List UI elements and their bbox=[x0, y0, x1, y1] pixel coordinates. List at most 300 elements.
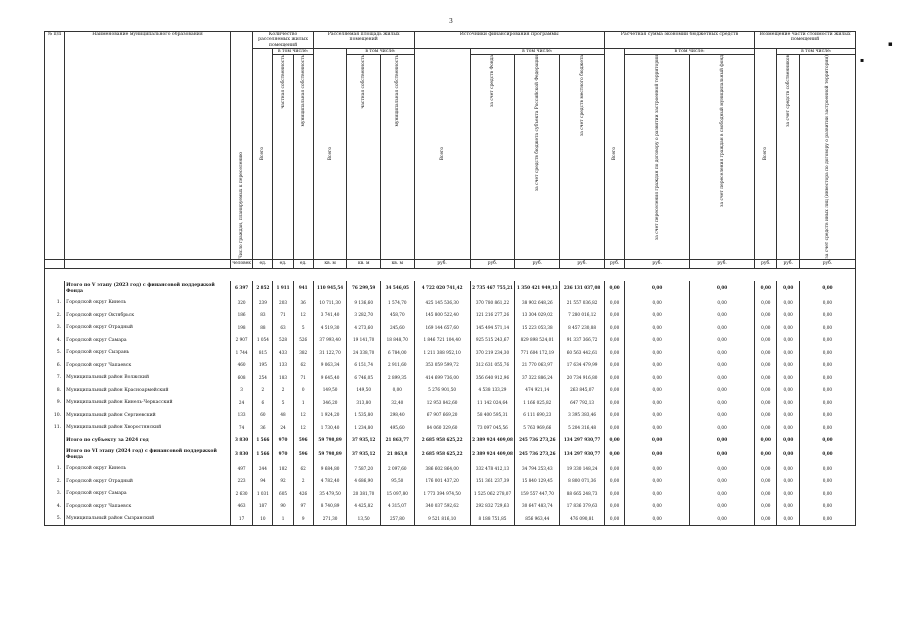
col-header-private: частная собственность bbox=[280, 55, 286, 109]
col-header-count-group: Количество расселяемых жилых помещений bbox=[253, 32, 313, 49]
value-cell: 58 400 595,31 bbox=[470, 409, 515, 422]
units-row bbox=[45, 259, 856, 268]
value-cell: 0,00 bbox=[625, 409, 690, 422]
value-cell: 0,00 bbox=[625, 372, 690, 385]
value-cell: 4 519,30 bbox=[313, 322, 347, 335]
value-cell: 0,00 bbox=[690, 488, 755, 501]
value-cell: 151 361 237,39 bbox=[470, 475, 515, 488]
value-cell: 0,00 bbox=[625, 475, 690, 488]
value-cell: 0,00 bbox=[755, 297, 777, 310]
value-cell: 15 223 053,38 bbox=[515, 322, 560, 335]
value-cell: 8 740,89 bbox=[313, 500, 347, 513]
value-cell: 460 bbox=[230, 359, 252, 372]
value-cell: 312 631 055,76 bbox=[470, 359, 515, 372]
value-cell: 2 bbox=[253, 384, 273, 397]
value-cell: 34 546,05 bbox=[380, 281, 414, 297]
value-cell: 3 830 bbox=[230, 447, 252, 463]
unit-cell: кв. м bbox=[313, 259, 347, 268]
row-name-cell: Муниципальный район Волжский bbox=[65, 372, 231, 385]
value-cell: 6 bbox=[253, 397, 273, 410]
row-name-cell: Городской округ Октябрьск bbox=[65, 309, 231, 322]
value-cell: 60 bbox=[253, 409, 273, 422]
value-cell: 245,60 bbox=[380, 322, 414, 335]
value-cell: 3 bbox=[230, 384, 252, 397]
value-cell: 0,00 bbox=[605, 322, 625, 335]
value-cell: 0,00 bbox=[690, 463, 755, 476]
value-cell: 145 494 571,14 bbox=[470, 322, 515, 335]
value-cell: 0,00 bbox=[799, 281, 855, 297]
table-row bbox=[45, 322, 856, 335]
value-cell: 134 297 930,77 bbox=[560, 434, 605, 447]
value-cell: 239 bbox=[253, 297, 273, 310]
value-cell: 0,00 bbox=[690, 281, 755, 297]
value-cell: 856 963,44 bbox=[515, 513, 560, 526]
value-cell: 605 bbox=[273, 488, 293, 501]
value-cell: 17 634 479,99 bbox=[560, 359, 605, 372]
value-cell: 0,00 bbox=[755, 334, 777, 347]
value-cell: 0,00 bbox=[690, 513, 755, 526]
value-cell: 0,00 bbox=[755, 488, 777, 501]
value-cell: 12 bbox=[293, 422, 313, 435]
value-cell: 1 773 394 974,50 bbox=[414, 488, 470, 501]
value-cell: 596 bbox=[293, 447, 313, 463]
value-cell: 0,00 bbox=[777, 409, 799, 422]
value-cell: 353 059 599,72 bbox=[414, 359, 470, 372]
value-cell: 0,00 bbox=[799, 397, 855, 410]
value-cell: 298,40 bbox=[380, 409, 414, 422]
value-cell: 0,00 bbox=[605, 488, 625, 501]
value-cell: 1 574,70 bbox=[380, 297, 414, 310]
value-cell: 0,00 bbox=[799, 500, 855, 513]
unit-cell bbox=[45, 259, 65, 268]
value-cell: 0,00 bbox=[755, 384, 777, 397]
value-cell: 370 780 861,22 bbox=[470, 297, 515, 310]
value-cell: 0,00 bbox=[799, 384, 855, 397]
unit-cell: человек bbox=[230, 259, 252, 268]
row-name-cell: Городской округ Чапаевск bbox=[65, 359, 231, 372]
value-cell: 0,00 bbox=[777, 475, 799, 488]
value-cell: 0,00 bbox=[625, 447, 690, 463]
value-cell: 2 685 958 625,22 bbox=[414, 447, 470, 463]
value-cell: 187 bbox=[253, 500, 273, 513]
value-cell: 2 bbox=[273, 384, 293, 397]
value-cell: 91 337 366,72 bbox=[560, 334, 605, 347]
table-row bbox=[45, 297, 856, 310]
table-row bbox=[45, 488, 856, 501]
unit-cell: руб. bbox=[777, 259, 799, 268]
value-cell: 414 699 736,00 bbox=[414, 372, 470, 385]
value-cell: 5 bbox=[293, 322, 313, 335]
table-row bbox=[45, 422, 856, 435]
value-cell: 0,00 bbox=[690, 334, 755, 347]
value-cell: 0,00 bbox=[799, 334, 855, 347]
value-cell: 2 899,35 bbox=[380, 372, 414, 385]
value-cell: 17 836 379,63 bbox=[560, 500, 605, 513]
row-index-cell: 2. bbox=[45, 475, 65, 488]
value-cell: 15 840 129,45 bbox=[515, 475, 560, 488]
table-row bbox=[45, 384, 856, 397]
row-name-cell: Муниципальный район Сергиевский bbox=[65, 409, 231, 422]
value-cell: 0,00 bbox=[755, 463, 777, 476]
value-cell: 19 141,70 bbox=[347, 334, 381, 347]
unit-cell: руб. bbox=[515, 259, 560, 268]
value-cell: 88 665 248,73 bbox=[560, 488, 605, 501]
value-cell: 4 315,07 bbox=[380, 500, 414, 513]
value-cell: 829 898 524,01 bbox=[515, 334, 560, 347]
value-cell: 1 911 bbox=[273, 281, 293, 297]
value-cell: 0,00 bbox=[777, 347, 799, 360]
value-cell: 0,00 bbox=[625, 384, 690, 397]
value-cell: 245 736 273,26 bbox=[515, 447, 560, 463]
value-cell: 1 054 bbox=[253, 334, 273, 347]
program-table bbox=[44, 31, 856, 526]
value-cell: 149,50 bbox=[313, 384, 347, 397]
value-cell: 186 bbox=[230, 309, 252, 322]
value-cell: 0,00 bbox=[690, 384, 755, 397]
value-cell: 59 798,89 bbox=[313, 447, 347, 463]
row-index-cell: 8. bbox=[45, 384, 65, 397]
value-cell: 0,00 bbox=[605, 463, 625, 476]
table-row bbox=[45, 409, 856, 422]
value-cell: 21 770 063,97 bbox=[515, 359, 560, 372]
table-row bbox=[45, 447, 856, 463]
value-cell: 925 515 243,67 bbox=[470, 334, 515, 347]
value-cell: 169 144 657,60 bbox=[414, 322, 470, 335]
value-cell: 0,00 bbox=[777, 463, 799, 476]
value-cell: 3 395 383,46 bbox=[560, 409, 605, 422]
value-cell: 2 bbox=[293, 475, 313, 488]
value-cell: 8 457 230,88 bbox=[560, 322, 605, 335]
value-cell: 20 734 916,80 bbox=[560, 372, 605, 385]
col-header-area-total: Всего bbox=[327, 147, 333, 161]
value-cell: 0,00 bbox=[755, 359, 777, 372]
value-cell: 133 bbox=[230, 409, 252, 422]
value-cell: 9 684,80 bbox=[313, 463, 347, 476]
value-cell: 2 907 bbox=[230, 334, 252, 347]
value-cell: 476 090,81 bbox=[560, 513, 605, 526]
value-cell: 1 211 388 952,10 bbox=[414, 347, 470, 360]
value-cell: 0,00 bbox=[799, 434, 855, 447]
col-header-index: № п/п bbox=[45, 32, 65, 260]
value-cell: 2 685 958 625,22 bbox=[414, 434, 470, 447]
value-cell: 6 746,05 bbox=[347, 372, 381, 385]
row-index-cell bbox=[45, 447, 65, 463]
value-cell: 4 686,90 bbox=[347, 475, 381, 488]
value-cell: 73 097 045,56 bbox=[470, 422, 515, 435]
value-cell: 7 587,20 bbox=[347, 463, 381, 476]
value-cell: 12 953 842,60 bbox=[414, 397, 470, 410]
value-cell: 0,00 bbox=[605, 447, 625, 463]
value-cell: 346,20 bbox=[313, 397, 347, 410]
value-cell: 9 521 816,10 bbox=[414, 513, 470, 526]
value-cell: 0,00 bbox=[690, 372, 755, 385]
value-cell: 0,00 bbox=[690, 409, 755, 422]
value-cell: 71 bbox=[273, 309, 293, 322]
value-cell: 1 846 721 104,40 bbox=[414, 334, 470, 347]
value-cell: 133 bbox=[273, 359, 293, 372]
table-row bbox=[45, 372, 856, 385]
table-row bbox=[45, 513, 856, 526]
value-cell: 0,00 bbox=[690, 434, 755, 447]
value-cell: 2 735 467 755,21 bbox=[470, 281, 515, 297]
value-cell: 24 bbox=[230, 397, 252, 410]
value-cell: 1 bbox=[293, 397, 313, 410]
row-name-cell: Городской округ Кинель bbox=[65, 463, 231, 476]
unit-cell: руб. bbox=[625, 259, 690, 268]
value-cell: 0,00 bbox=[777, 422, 799, 435]
row-name-cell: Городской округ Отрадный bbox=[65, 475, 231, 488]
value-cell: 0,00 bbox=[625, 309, 690, 322]
value-cell: 386 602 864,00 bbox=[414, 463, 470, 476]
value-cell: 370 219 234,30 bbox=[470, 347, 515, 360]
value-cell: 0,00 bbox=[625, 359, 690, 372]
margin-mark: ▪ bbox=[888, 40, 893, 48]
value-cell: 1 166 025,82 bbox=[515, 397, 560, 410]
unit-cell: руб. bbox=[605, 259, 625, 268]
row-name-cell: Городской округ Сызрань bbox=[65, 347, 231, 360]
value-cell: 2 389 924 409,08 bbox=[470, 447, 515, 463]
value-cell: 198 bbox=[230, 322, 252, 335]
col-header-compensation-group: Возмещение части стоимости жилых помещений bbox=[755, 32, 856, 49]
value-cell: 88 bbox=[253, 322, 273, 335]
value-cell: 18 848,70 bbox=[380, 334, 414, 347]
value-cell: 182 bbox=[273, 463, 293, 476]
value-cell: 203 bbox=[273, 297, 293, 310]
value-cell: 970 bbox=[273, 434, 293, 447]
value-cell: 0,00 bbox=[605, 397, 625, 410]
value-cell: 433 bbox=[273, 347, 293, 360]
value-cell: 0,00 bbox=[777, 488, 799, 501]
value-cell: 0,00 bbox=[625, 281, 690, 297]
value-cell: 1 031 bbox=[253, 488, 273, 501]
value-cell: 0,00 bbox=[777, 372, 799, 385]
value-cell: 34 794 253,43 bbox=[515, 463, 560, 476]
value-cell: 2 389 924 409,08 bbox=[470, 434, 515, 447]
col-header-name: Наименование муниципального образования bbox=[65, 32, 231, 260]
col-header-incl: в том числе: bbox=[347, 48, 414, 54]
row-name-cell: Муниципальный район Хворостянский bbox=[65, 422, 231, 435]
table-row bbox=[45, 347, 856, 360]
value-cell: 245 736 273,26 bbox=[515, 434, 560, 447]
value-cell: 195 bbox=[253, 359, 273, 372]
table-row bbox=[45, 359, 856, 372]
table-row bbox=[45, 334, 856, 347]
value-cell: 1 535,80 bbox=[347, 409, 381, 422]
value-cell: 0,00 bbox=[777, 513, 799, 526]
value-cell: 15 097,80 bbox=[380, 488, 414, 501]
row-index-cell: 3. bbox=[45, 488, 65, 501]
value-cell: 0,00 bbox=[777, 297, 799, 310]
value-cell: 13 304 029,02 bbox=[515, 309, 560, 322]
value-cell: 0,00 bbox=[605, 434, 625, 447]
col-header-regional: за счет средств бюджета субъекта Российской Федерации bbox=[534, 55, 540, 192]
value-cell: 0,00 bbox=[605, 309, 625, 322]
row-name-cell: Итого по V этапу (2023 год) с финансовой поддержкой Фонда bbox=[65, 281, 231, 297]
value-cell: 21 863,8 bbox=[380, 447, 414, 463]
value-cell: 271,30 bbox=[313, 513, 347, 526]
value-cell: 6 151,74 bbox=[347, 359, 381, 372]
row-index-cell bbox=[45, 434, 65, 447]
col-header-comp-a: за счет средств собственников bbox=[785, 55, 791, 127]
value-cell: 463 bbox=[230, 500, 252, 513]
row-name-cell: Городской округ Кинель bbox=[65, 297, 231, 310]
col-header-src-total: Всего bbox=[439, 147, 445, 161]
value-cell: 596 bbox=[293, 434, 313, 447]
value-cell: 94 bbox=[253, 475, 273, 488]
value-cell: 36 bbox=[293, 297, 313, 310]
unit-cell: руб. bbox=[560, 259, 605, 268]
value-cell: 608 bbox=[230, 372, 252, 385]
value-cell: 0,00 bbox=[755, 397, 777, 410]
row-index-cell: 1. bbox=[45, 463, 65, 476]
value-cell: 5 204 316,48 bbox=[560, 422, 605, 435]
col-header-count-total: Всего bbox=[260, 147, 266, 161]
value-cell: 0,00 bbox=[605, 422, 625, 435]
value-cell: 0,00 bbox=[625, 500, 690, 513]
value-cell: 90 bbox=[273, 500, 293, 513]
unit-cell: руб. bbox=[414, 259, 470, 268]
value-cell: 97 bbox=[293, 500, 313, 513]
value-cell: 176 001 437,20 bbox=[414, 475, 470, 488]
value-cell: 76 299,59 bbox=[347, 281, 381, 297]
value-cell: 5 276 901,50 bbox=[414, 384, 470, 397]
value-cell: 528 bbox=[273, 334, 293, 347]
value-cell: 17 bbox=[230, 513, 252, 526]
row-name-cell: Муниципальный район Красноармейский bbox=[65, 384, 231, 397]
unit-cell: кв. м bbox=[380, 259, 414, 268]
value-cell: 1 350 421 949,13 bbox=[515, 281, 560, 297]
value-cell: 2 630 bbox=[230, 488, 252, 501]
table-body bbox=[45, 281, 856, 526]
value-cell: 0,00 bbox=[777, 397, 799, 410]
value-cell: 0,00 bbox=[605, 409, 625, 422]
value-cell: 0,00 bbox=[799, 488, 855, 501]
row-name-cell: Итого по VI этапу (2024 год) с финансовой поддержкой Фонда bbox=[65, 447, 231, 463]
value-cell: 4 273,60 bbox=[347, 322, 381, 335]
value-cell: 92 bbox=[273, 475, 293, 488]
value-cell: 1 bbox=[273, 513, 293, 526]
row-index-cell: 5. bbox=[45, 347, 65, 360]
value-cell: 6 784,00 bbox=[380, 347, 414, 360]
unit-cell: ед. bbox=[273, 259, 293, 268]
value-cell: 9 bbox=[293, 513, 313, 526]
value-cell: 0,00 bbox=[690, 447, 755, 463]
value-cell: 0,00 bbox=[777, 359, 799, 372]
value-cell: 83 bbox=[253, 309, 273, 322]
value-cell: 474 921,14 bbox=[515, 384, 560, 397]
value-cell: 21 863,77 bbox=[380, 434, 414, 447]
table-row bbox=[45, 475, 856, 488]
value-cell: 0,00 bbox=[755, 409, 777, 422]
value-cell: 0,00 bbox=[799, 447, 855, 463]
value-cell: 340 037 592,62 bbox=[414, 500, 470, 513]
value-cell: 24 338,70 bbox=[347, 347, 381, 360]
value-cell: 0,00 bbox=[605, 500, 625, 513]
value-cell: 6 397 bbox=[230, 281, 252, 297]
value-cell: 9 645,40 bbox=[313, 372, 347, 385]
value-cell: 95,50 bbox=[380, 475, 414, 488]
value-cell: 0,00 bbox=[605, 372, 625, 385]
value-cell: 145 800 522,40 bbox=[414, 309, 470, 322]
row-index-cell: 1. bbox=[45, 297, 65, 310]
row-index-cell: 6. bbox=[45, 359, 65, 372]
value-cell: 0,00 bbox=[690, 475, 755, 488]
value-cell: 0,00 bbox=[690, 397, 755, 410]
value-cell: 4 538 133,29 bbox=[470, 384, 515, 397]
value-cell: 0,00 bbox=[777, 434, 799, 447]
value-cell: 84 060 329,60 bbox=[414, 422, 470, 435]
table-row bbox=[45, 434, 856, 447]
value-cell: 257,80 bbox=[380, 513, 414, 526]
value-cell: 20 381,70 bbox=[347, 488, 381, 501]
value-cell: 0,00 bbox=[690, 322, 755, 335]
margin-mark: ▪ bbox=[860, 57, 865, 64]
value-cell: 0,00 bbox=[755, 475, 777, 488]
value-cell: 1 566 bbox=[253, 447, 273, 463]
value-cell: 815 bbox=[253, 347, 273, 360]
col-header-comp-b: за счет средств иных лиц (инвестора по договору о развитии застроенной территории) bbox=[824, 55, 830, 259]
value-cell: 0,00 bbox=[777, 447, 799, 463]
value-cell: 12 bbox=[293, 409, 313, 422]
value-cell: 0,00 bbox=[625, 434, 690, 447]
value-cell: 4 782,40 bbox=[313, 475, 347, 488]
value-cell: 0,00 bbox=[605, 359, 625, 372]
col-header-econ-total: Всего bbox=[612, 147, 618, 161]
value-cell: 37 322 886,24 bbox=[515, 372, 560, 385]
value-cell: 0,00 bbox=[799, 347, 855, 360]
value-cell: 37 935,12 bbox=[347, 447, 381, 463]
value-cell: 134 297 930,77 bbox=[560, 447, 605, 463]
value-cell: 0,00 bbox=[755, 322, 777, 335]
value-cell: 71 bbox=[293, 372, 313, 385]
value-cell: 10 711,30 bbox=[313, 297, 347, 310]
value-cell: 8 188 751,85 bbox=[470, 513, 515, 526]
value-cell: 0,00 bbox=[605, 475, 625, 488]
value-cell: 0,00 bbox=[755, 447, 777, 463]
value-cell: 0,00 bbox=[625, 347, 690, 360]
col-header-incl: в том числе: bbox=[273, 48, 313, 54]
value-cell: 0,00 bbox=[625, 422, 690, 435]
value-cell: 38 902 648,26 bbox=[515, 297, 560, 310]
row-name-cell: Городской округ Чапаевск bbox=[65, 500, 231, 513]
col-header-persons: Число граждан, планируемых к переселению bbox=[239, 152, 245, 259]
value-cell: 0,00 bbox=[625, 513, 690, 526]
col-header-incl: в том числе: bbox=[470, 48, 604, 54]
value-cell: 0,00 bbox=[799, 422, 855, 435]
value-cell: 495,60 bbox=[380, 422, 414, 435]
col-header-econ-a: за счет переселения граждан по договору о развитии застроенной территории bbox=[654, 55, 660, 241]
unit-cell: ед. bbox=[253, 259, 273, 268]
value-cell: 0,00 bbox=[690, 309, 755, 322]
value-cell: 0,00 bbox=[625, 463, 690, 476]
table-row bbox=[45, 397, 856, 410]
value-cell: 236 131 037,08 bbox=[560, 281, 605, 297]
value-cell: 2 097,60 bbox=[380, 463, 414, 476]
value-cell: 3 282,70 bbox=[347, 309, 381, 322]
value-cell: 0,00 bbox=[625, 297, 690, 310]
col-header-incl: в том числе: bbox=[625, 48, 755, 54]
value-cell: 0,00 bbox=[799, 475, 855, 488]
value-cell: 5 bbox=[273, 397, 293, 410]
row-name-cell: Городской округ Самара bbox=[65, 334, 231, 347]
value-cell: 332 478 412,13 bbox=[470, 463, 515, 476]
value-cell: 425 145 536,30 bbox=[414, 297, 470, 310]
value-cell: 59 798,89 bbox=[313, 434, 347, 447]
value-cell: 970 bbox=[273, 447, 293, 463]
row-index-cell: 2. bbox=[45, 309, 65, 322]
value-cell: 4 722 020 741,42 bbox=[414, 281, 470, 297]
row-name-cell: Муниципальный район Кинель-Черкасский bbox=[65, 397, 231, 410]
